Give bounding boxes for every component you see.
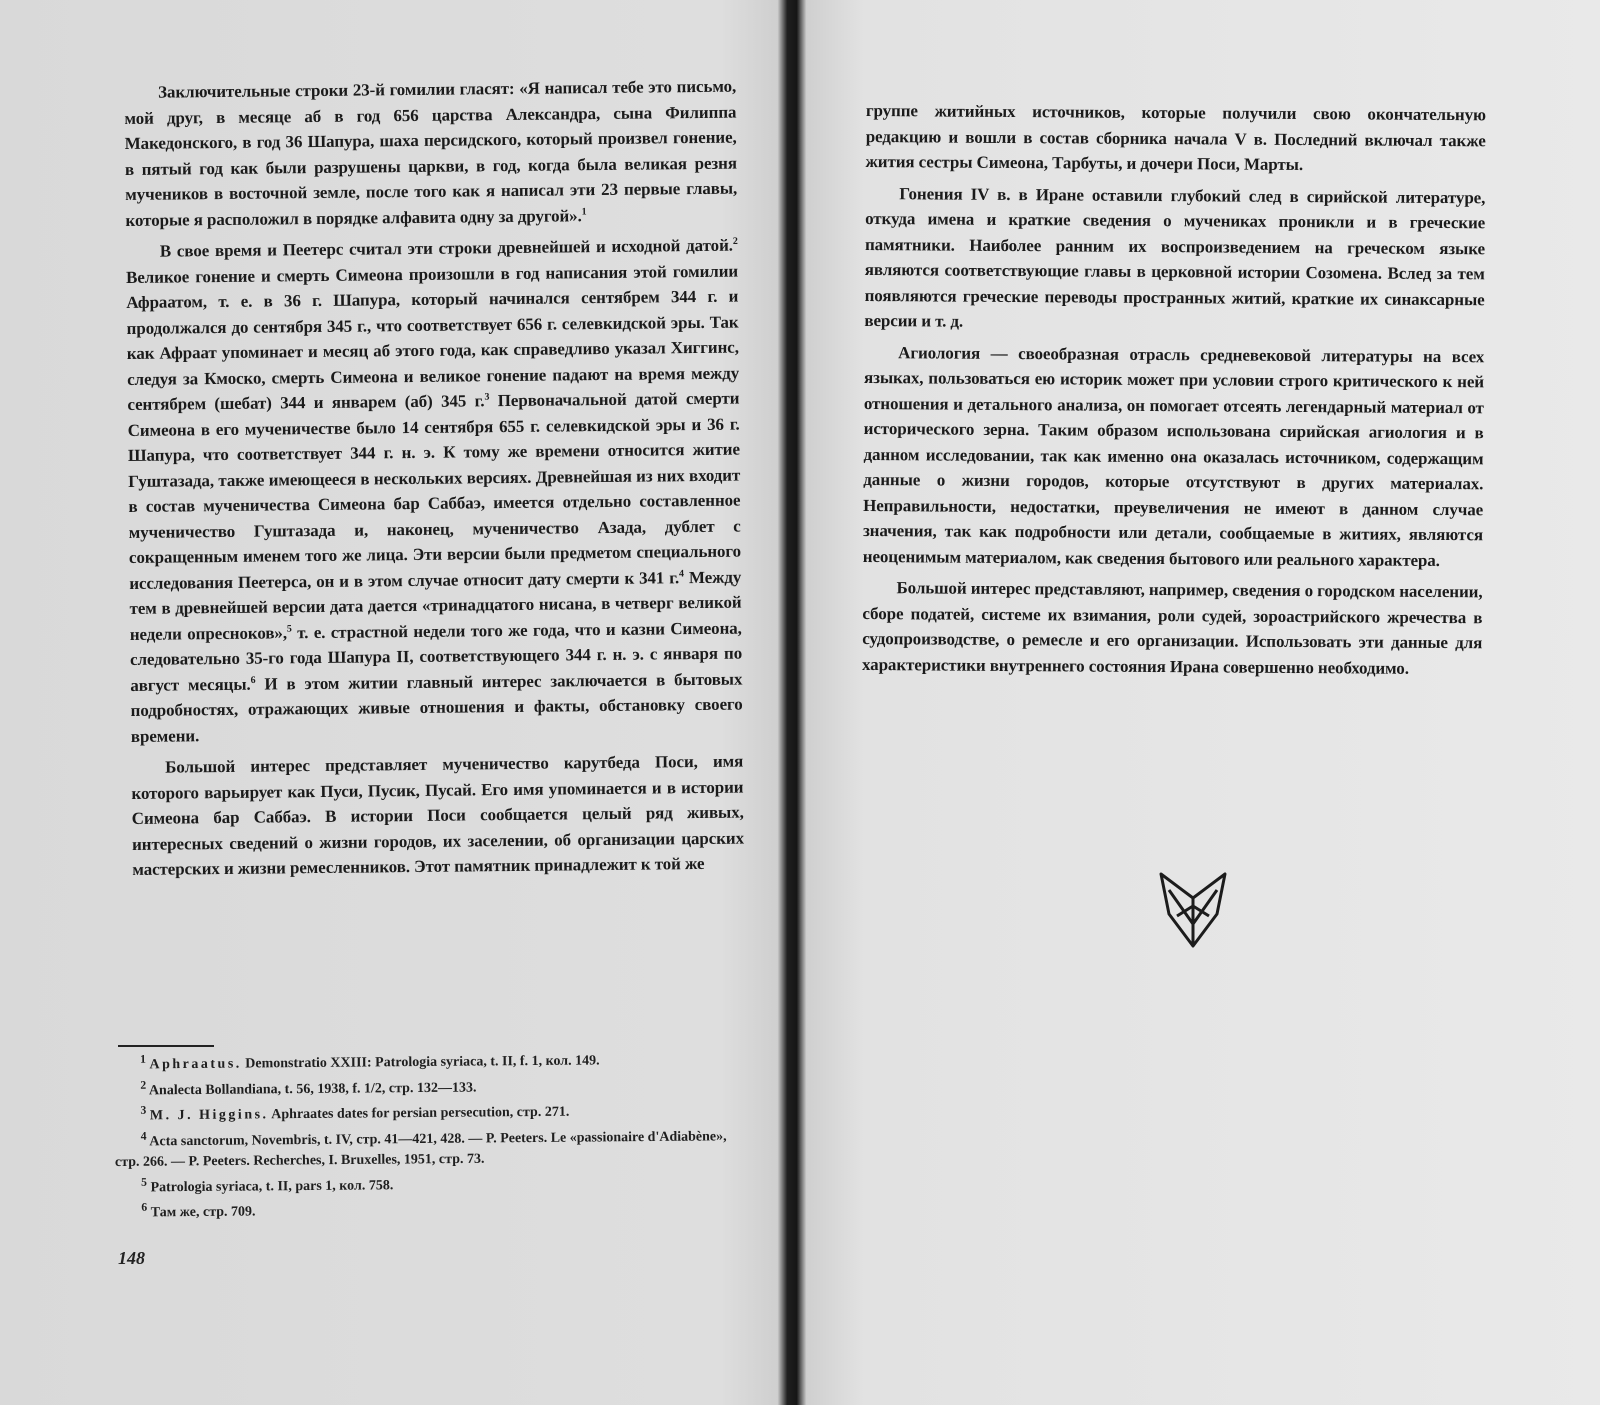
footnote-text: Acta sanctorum, Novembris, t. IV, стр. 41—421, 428. — P. Peeters. Le «passionaire d'Adiabène», стр. 266. — P. Peeters. Recherches, I. Bruxelles, 1951, стр. 73.: [114, 1129, 727, 1170]
footnote-number: 2: [140, 1078, 147, 1092]
paragraph-text: Большой интерес представляют, например, сведения о городском населении, сборе податей, системе их взимания, роли судей, зороастрийского жречества в судопроизводстве, о ремесле и его организации. Использовать эти данные для характеристики внутреннего состояния Ирана совершенно необходимо.: [861, 578, 1483, 678]
footnote-text: Там же, стр. 709.: [150, 1204, 256, 1221]
footnote: [115, 1193, 735, 1224]
footnote-text: Aphraates dates for persian persecution, стр. 271.: [268, 1104, 570, 1123]
footnote-marker: 3: [484, 391, 490, 403]
paragraph-text: Гонения IV в. в Иране оставили глубокий след в сирийской литературе, откуда имена и краткие сведения о мучениках проникли и в греческие памятники. Наиболее ранним их воспроизведением на греческом языке являются соответствующие главы в церковной истории Созомена. Вслед за тем появляются греческие переводы пространных житий, краткие их синаксарные версии и т. д.: [864, 183, 1486, 331]
paragraph-text: Первоначальной датой смерти Симеона в его мученичестве было 14 сентября 655 г. селевкидской эры и 36 г. Шапура, что соответствует 344 г. н. э. К тому же времени относится житие Гуштазада, также имеющееся в нескольких версиях. Древнейшая из них входит в состав мученичества Симеона бар Саббаэ, имеется отдельно составленное мученичество Гуштазада и, наконец, мученичество Азада, дублет с сокращенным именем того же лица. Эти версии были предметом специального исследования Пеетерса, он и в этом случае относит дату смерти к 341 г.: [127, 388, 742, 593]
footnote-rule: [118, 1045, 214, 1047]
footnote-number: 5: [141, 1175, 148, 1189]
footnote-number: 4: [140, 1129, 147, 1143]
footnote-marker: 6: [250, 674, 256, 686]
paragraph-text: т. е. страстной недели того же года, что и казни Симеона, следовательно 35-го года Шапура II, соответствующего 344 г. н. э. с января по август месяцы.: [129, 618, 743, 695]
paragraph: [864, 180, 1485, 337]
paragraph: [862, 575, 1483, 681]
footnotes: [114, 1045, 735, 1224]
paragraph-text: Великое гонение и смерть Симеона произошли в год написания этой гомилии Афраатом, т. е. в 36 г. Шапура, который начинался сентябрем 344 г. и продолжался до сентября 345 г., что соответствует 656 г. селевкидской эры. Так как Афраат упоминает и месяц аб этого года, как справедливо указал Хиггинс, следуя за Кмоско, смерть Симеона и великое гонение падают на время между сентябрем (шебат) 344 и январем (аб) 345 г.: [125, 261, 740, 414]
right-page: [806, 0, 1600, 1405]
paragraph-text: Агиология — своеобразная отрасль средневековой литературы на всех языках, пользоваться ею историк может при условии строго критического к ней отношения и детального анализа, он помогает отсеять легендарный материал от исторического зерна. Таким образом использована сирийская агиология и в данном исследовании, так как именно она оказалась источником, содержащим данные о жизни городов, которые отсутствуют в других материалах. Неправильности, недостатки, преувеличения не имеют в данном случае значения, так как подробности или детали, сообщаемые в житиях, являются неоценимым материалом, как сведения бытового или реального характера.: [862, 342, 1485, 570]
paragraph: [126, 233, 743, 749]
left-page: [0, 0, 790, 1405]
footnote-marker: 1: [581, 206, 587, 218]
paragraph: [131, 749, 744, 883]
footnote-author: Aphraatus.: [149, 1056, 242, 1073]
footnote-number: 3: [140, 1104, 147, 1118]
page-number: 148: [118, 1248, 145, 1268]
paragraph: [863, 339, 1485, 573]
footnote-number: 6: [141, 1200, 148, 1215]
paragraph-text: Заключительные строки 23-й гомилии гласят: «Я написал тебе это письмо, мой друг, в месяце аб в год 656 царства Александра, сына Филиппа Македонского, в год 36 Шапура, шаха персидского, который произвел гонение, в пятый год как были разрушены царкви, в год, когда была великая резня мучеников в восточной земле, после того как я написал эти 23 первые главы, которые я расположил в порядке алфавита одну за другой».: [124, 76, 738, 230]
footnote-text: Demonstratio XXIII: Patrologia syriaca, t. II, f. 1, кол. 149.: [241, 1053, 600, 1072]
paragraph-text: И в этом житии главный интерес заключается в бытовых подробностях, отражающих живые отношения и факты, обстановку своего времени.: [130, 669, 743, 746]
paragraph: [865, 98, 1486, 179]
footnote-text: Analecta Bollandiana, t. 56, 1938, f. 1/2, стр. 132—133.: [148, 1080, 477, 1099]
tailpiece-ornament-icon: [1157, 868, 1229, 950]
paragraph: [124, 74, 738, 233]
left-body-text: [124, 74, 744, 889]
footnote-number: 1: [140, 1052, 146, 1066]
footnote-author: M. J. Higgins.: [149, 1107, 269, 1124]
right-body-text: [862, 98, 1486, 687]
footnote-text: Patrologia syriaca, t. II, pars 1, кол. 758.: [150, 1177, 394, 1195]
paragraph-text: В свое время и Пеетерс считал эти строки древнейшей и исходной датой.: [159, 235, 733, 261]
paragraph-text: группе житийных источников, которые получили свою окончательную редакцию и вошли в состав сборника начала V в. Последний включал также жития сестры Симеона, Тарбуты, и дочери Поси, Марты.: [865, 100, 1486, 175]
footnote: [115, 1122, 735, 1173]
paragraph-text: Большой интерес представляет мученичество карутбеда Поси, имя которого варьирует как Пуси, Пусик, Пусай. Его имя упоминается и в истории Симеона бар Саббаэ. В истории Поси сообщается целый ряд живых, интересных сведений о жизни городов, их заселении, об организации царских мастерских и жизни ремесленников. Этот памятник принадлежит к той же: [131, 751, 745, 879]
paragraph-text: Между тем в древнейшей версии дата дается «тринадцатого нисана, в четверг великой недели опресноков»,: [129, 567, 742, 644]
footnote-marker: 5: [286, 623, 292, 635]
footnote-marker: 2: [732, 235, 738, 247]
footnote-marker: 4: [678, 568, 684, 580]
